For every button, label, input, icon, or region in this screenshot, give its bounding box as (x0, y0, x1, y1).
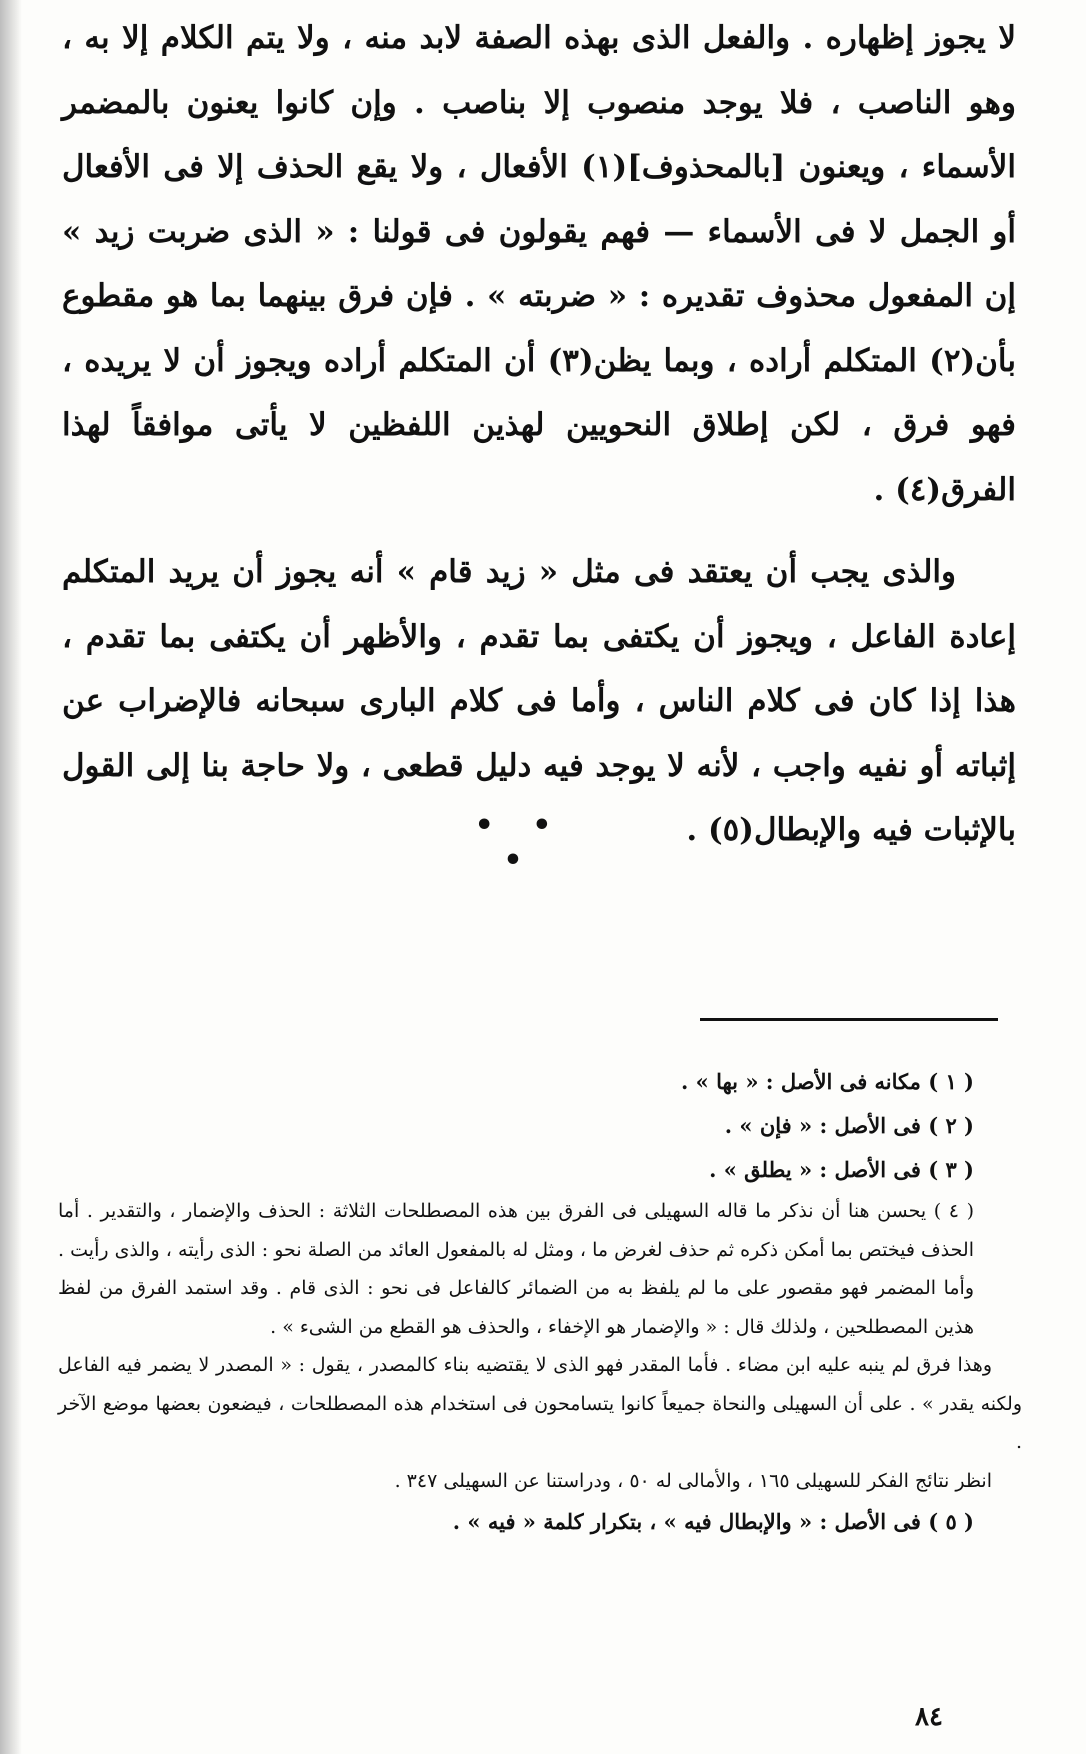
footnote-5: ( ٥ ) فى الأصل : « والإبطال فيه » ، بتكرار كلمة « فيه » . (452, 1509, 974, 1534)
binding-shadow (0, 0, 22, 1754)
footnote-rule (700, 1018, 998, 1021)
footnote-2: ( ٢ ) فى الأصل : « فإن » . (724, 1113, 974, 1138)
paragraph-2: والذى يجب أن يعتقد فى مثل « زيد قام » أنه يجوز أن يريد المتكلم إعادة الفاعل ، ويجوز أن يكتفى بما تقدم ، والأظهر أن يكتفى بما تقدم ، هذا إذا كان فى كلام الناس ، وأما فى كلام البارى سبحانه فالإضراب عن إثباته أو نفيه واجب ، لأنه لا يوجد فيه دليل قطعى ، ولا حاجة بنا إلى القول بالإثبات فيه والإبطال(٥) . (62, 554, 1016, 848)
section-separator: • • • (474, 808, 566, 878)
footnote-4-references: انظر نتائج الفكر للسهيلى ١٦٥ ، والأمالى له ٥٠ ، ودراستنا عن السهيلى ٣٤٧ . (394, 1469, 992, 1492)
footnote-4-continued: وهذا فرق لم ينبه عليه ابن مضاء . فأما المقدر فهو الذى لا يقتضيه بناء كالمصدر ، يقول : « المصدر لا يضمر فيه الفاعل ولكنه يقدر » . على أن السهيلى والنحاة جميعاً كانوا يتسامحون فى استخدام هذه المصطلحات ، فيضعون بعضها موضع الآخر . (58, 1354, 1022, 1453)
footnote-1: ( ١ ) مكانه فى الأصل : « بها » . (681, 1069, 974, 1094)
main-text (62, 6, 1016, 863)
footnotes (58, 1060, 1022, 1544)
paragraph-1: لا يجوز إظهاره . والفعل الذى بهذه الصفة لابد منه ، ولا يتم الكلام إلا به ، وهو الناصب ، فلا يوجد منصوب إلا بناصب . وإن كانوا يعنون بالمضمر الأسماء ، ويعنون [بالمحذوف](١) الأفعال ، ولا يقع الحذف إلا فى الأفعال أو الجمل لا فى الأسماء — فهم يقولون فى قولنا : « الذى ضربت زيد » إن المفعول محذوف تقديره : « ضربته » . فإن فرق بينهما بما هو مقطوع بأن(٢) المتكلم أراده ، وبما يظن(٣) أن المتكلم أراده ويجوز أن لا يريده ، فهو فرق ، لكن إطلاق النحويين لهذين اللفظين لا يأتى موافقاً لهذا الفرق(٤) . (62, 20, 1017, 508)
page-number: ٨٤ (915, 1702, 943, 1732)
footnote-3: ( ٣ ) فى الأصل : « يطلق » . (709, 1157, 974, 1182)
footnote-4: ( ٤ ) يحسن هنا أن نذكر ما قاله السهيلى فى الفرق بين هذه المصطلحات الثلاثة : الحذف والإضمار ، والتقدير . أما الحذف فيختص بما أمكن ذكره ثم حذف لغرض ما ، ومثل له بالمفعول العائد من الصلة نحو : الذى رأيته ، والذى رأيت . وأما المضمر فهو مقصور على ما لم يلفظ به من الضمائر كالفاعل فى نحو : الذى قام . وقد استمد الفرق من لفظ هذين المصطلحين ، ولذلك قال : « والإضمار هو الإخفاء ، والحذف هو القطع من الشىء » . (58, 1200, 974, 1338)
